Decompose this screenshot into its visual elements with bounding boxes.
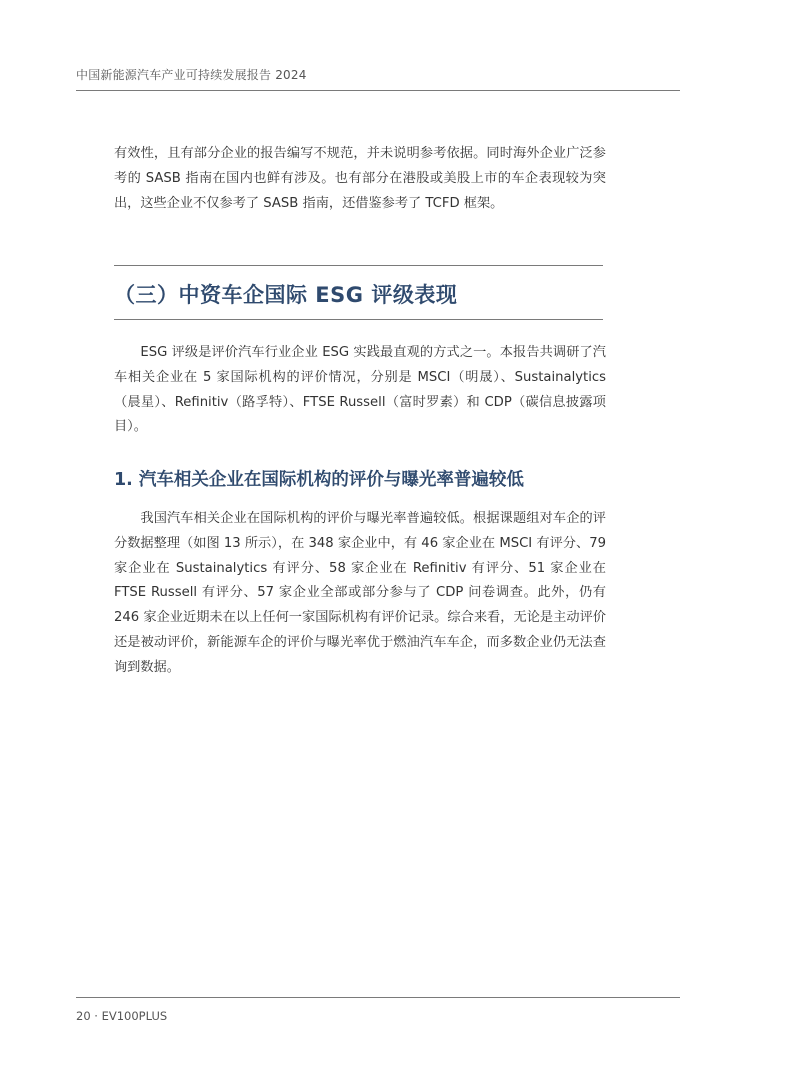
section-title-bottom-divider — [114, 319, 603, 320]
esg-overview-paragraph: ESG 评级是评价汽车行业企业 ESG 实践最直观的方式之一。本报告共调研了汽车相关企业在 5 家国际机构的评价情况，分别是 MSCI（明晟）、Sustainalytics（晨星）、Refinitiv（路孚特）、FTSE Russell（富时罗素）和 CDP（碳信息披露项目）。 — [114, 345, 606, 435]
header-divider — [76, 90, 680, 91]
footer-divider — [76, 997, 680, 998]
subsection-title: 1. 汽车相关企业在国际机构的评价与曝光率普遍较低 — [114, 470, 524, 490]
page-number-footer: 20 · EV100PLUS — [76, 1009, 168, 1023]
ratings-detail-paragraph: 我国汽车相关企业在国际机构的评价与曝光率普遍较低。根据课题组对车企的评分数据整理（如图 13 所示），在 348 家企业中，有 46 家企业在 MSCI 有评分、79 家企业在 Sustainalytics 有评分、58 家企业在 Refinitiv 有评分、51 家企业在 FTSE Russell 有评分、57 家企业全部或部分参与了 CDP 问卷调查。此外，仍有 246 家企业近期未在以上任何一家国际机构有评价记录。综合来看，无论是主动评价还是被动评价，新能源车企的评价与曝光率优于燃油汽车车企，而多数企业仍无法查询到数据。 — [114, 511, 606, 675]
section-title: （三）中资车企国际 ESG 评级表现 — [114, 283, 458, 307]
intro-paragraph: 有效性，且有部分企业的报告编写不规范，并未说明参考依据。同时海外企业广泛参考的 SASB 指南在国内也鲜有涉及。也有部分在港股或美股上市的车企表现较为突出，这些企业不仅参考了 SASB 指南，还借鉴参考了 TCFD 框架。 — [114, 146, 606, 211]
running-header-title: 中国新能源汽车产业可持续发展报告 2024 — [76, 68, 307, 82]
section-title-top-divider — [114, 265, 603, 266]
